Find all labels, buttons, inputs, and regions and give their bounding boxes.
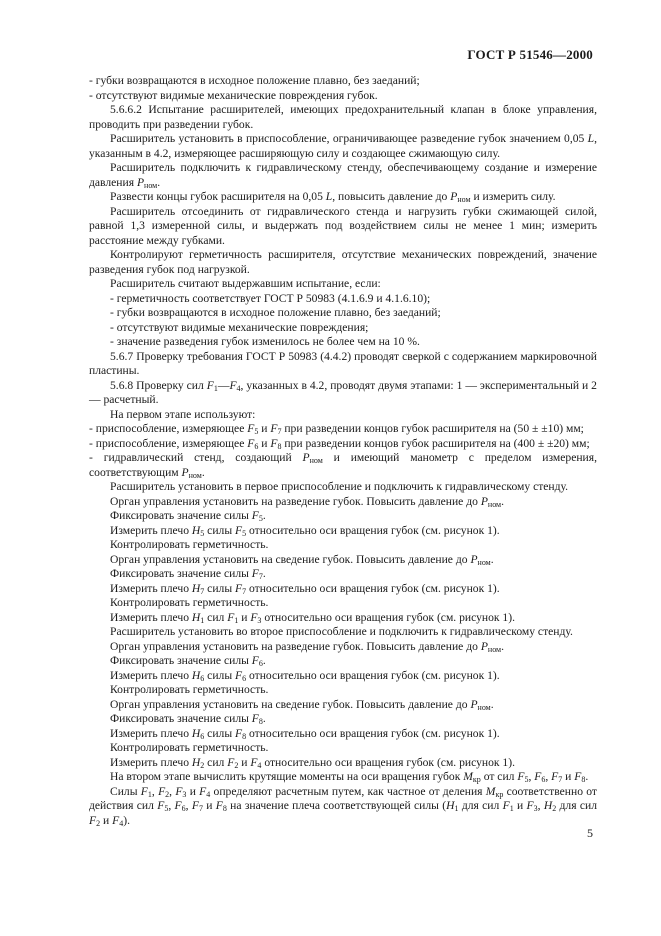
paragraph: - герметичность соответствует ГОСТ Р 50983 (4.1.6.9 и 4.1.6.10); [110, 291, 431, 305]
paragraph: - приспособление, измеряющее $F_5$ и $F_7$ при разведении концов губок расширителя на (50 ± ±10) мм; [89, 422, 584, 436]
document-code-header: ГОСТ Р 51546—2000 [467, 47, 593, 62]
paragraph: Контролировать герметичность. [110, 741, 269, 754]
paragraph: Измерить плечо $H_5$ силы $F_5$ относительно оси вращения губок (см. рисунок 1). [110, 523, 500, 538]
paragraph: Силы $F_1$, $F_2$, $F_3$ и $F_4$ определяют расчетным путем, как частное от деления $M_{кр}$ соответственно от действия сил $F_5$, $F_6$, $F_7$ и $F_8$ на значение плеча соответствующей силы ($H_1$ для сил $F_1$ и $F_3$, $H_2$ для сил $F_2$ и $F_4$). [89, 784, 597, 828]
paragraph: Контролировать герметичность. [110, 596, 269, 609]
paragraph: Измерить плечо $H_2$ сил $F_2$ и $F_4$ относительно оси вращения губок (см. рисунок 1). [110, 755, 515, 770]
paragraph: Орган управления установить на разведение губок. Повысить давление до $P_{ном}$. [110, 494, 505, 509]
paragraph: - гидравлический стенд, создающий $P_{ном}$ и имеющий манометр с пределом измерения, соответствующим $P_{ном}$. [89, 451, 597, 480]
paragraph: Фиксировать значение силы $F_7$. [110, 567, 266, 581]
paragraph: На первом этапе используют: [110, 407, 256, 421]
paragraph: Фиксировать значение силы $F_8$. [110, 712, 266, 726]
document-body [89, 74, 597, 828]
paragraph: Орган управления установить на разведение губок. Повысить давление до $P_{ном}$. [110, 639, 505, 654]
paragraph: Измерить плечо $H_1$ сил $F_1$ и $F_3$ относительно оси вращения губок (см. рисунок 1). [110, 610, 515, 625]
paragraph: Расширитель установить в приспособление, ограничивающее разведение губок значением 0,05 L, указанным в 4.2, измеряющее расширяющую силу и создающее сжимающую силу. [89, 132, 597, 160]
paragraph: Расширитель считают выдержавшим испытание, если: [110, 277, 381, 290]
paragraph: Контролируют герметичность расширителя, отсутствие механических повреждений, значение разведения губок под нагрузкой. [89, 248, 597, 276]
paragraph: Расширитель установить во второе приспособление и подключить к гидравлическому стенду. [110, 625, 573, 638]
paragraph: - отсутствуют видимые механические повреждения губок. [89, 88, 378, 102]
paragraph: Контролировать герметичность. [110, 683, 269, 696]
paragraph: Расширитель установить в первое приспособление и подключить к гидравлическому стенду. [110, 480, 569, 493]
paragraph: Орган управления установить на сведение губок. Повысить давление до $P_{ном}$. [110, 697, 494, 712]
paragraph: 5.6.7 Проверку требования ГОСТ Р 50983 (4.4.2) проводят сверкой с содержанием маркировочной пластины. [89, 349, 597, 377]
paragraph: Орган управления установить на сведение губок. Повысить давление до $P_{ном}$. [110, 552, 494, 567]
paragraph: Измерить плечо $H_6$ силы $F_6$ относительно оси вращения губок (см. рисунок 1). [110, 668, 500, 683]
paragraph: 5.6.6.2 Испытание расширителей, имеющих предохранительный клапан в блоке управления, проводить при разведении губок. [89, 103, 597, 131]
page-number: 5 [587, 826, 593, 840]
paragraph: 5.6.8 Проверку сил $F_1—F_4$, указанных в 4.2, проводят двумя этапами: 1 — экспериментальный и 2 — расчетный. [89, 378, 597, 406]
paragraph: Измерить плечо $H_7$ силы $F_7$ относительно оси вращения губок (см. рисунок 1). [110, 581, 500, 596]
paragraph: Контролировать герметичность. [110, 538, 269, 551]
paragraph: Расширитель отсоединить от гидравлического стенда и нагрузить губки сжимающей силой, равной 1,3 измеренной силы, и выдержать под воздействием силы не менее 1 мин; измерить расстояние между губками. [89, 204, 597, 247]
paragraph: Измерить плечо $H_6$ силы $F_8$ относительно оси вращения губок (см. рисунок 1). [110, 726, 500, 741]
paragraph: - отсутствуют видимые механические повреждения; [110, 320, 369, 334]
paragraph: - приспособление, измеряющее $F_6$ и $F_8$ при разведении концов губок расширителя на (400 ± ±20) мм; [89, 436, 590, 451]
paragraph: - губки возвращаются в исходное положение плавно, без заеданий; [89, 74, 420, 87]
paragraph: - значение разведения губок изменилось не более чем на 10 %. [110, 335, 420, 348]
paragraph: - губки возвращаются в исходное положение плавно, без заеданий; [110, 306, 441, 319]
paragraph: На втором этапе вычислить крутящие моменты на оси вращения губок $M_{кр}$ от сил $F_5$, $F_6$, $F_7$ и $F_8$. [110, 770, 589, 784]
paragraph: Развести концы губок расширителя на 0,05 L, повысить давление до $P_{ном}$ и измерить силу. [110, 190, 556, 204]
paragraph: Фиксировать значение силы $F_5$. [110, 509, 266, 523]
paragraph: Расширитель подключить к гидравлическому стенду, обеспечивающему создание и измерение давления $P_{ном}$. [89, 161, 597, 190]
paragraph: Фиксировать значение силы $F_6$. [110, 654, 266, 668]
